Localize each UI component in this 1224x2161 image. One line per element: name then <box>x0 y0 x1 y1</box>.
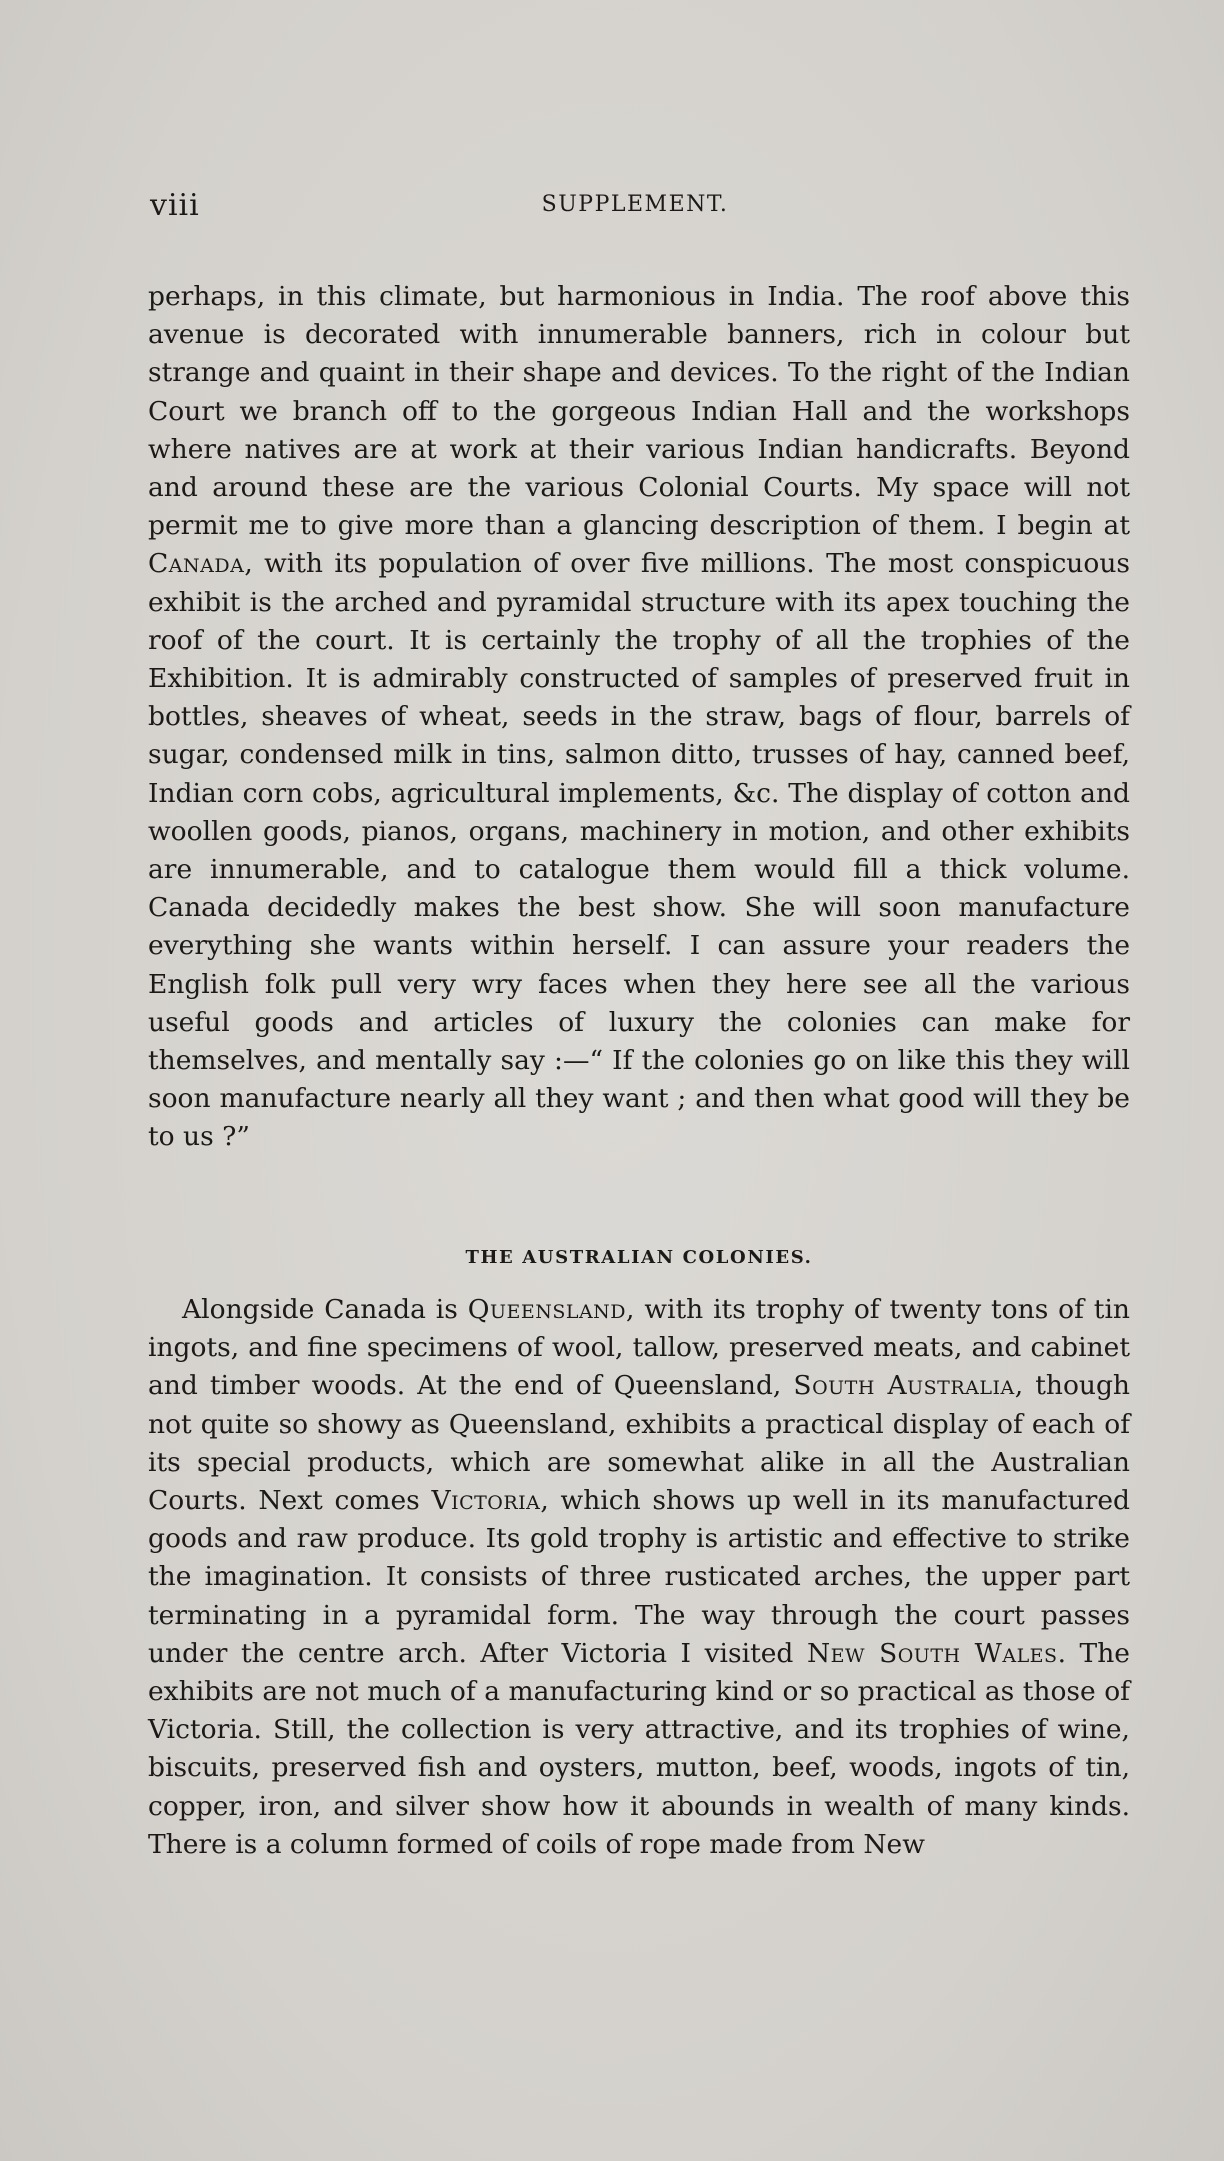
place-name: New South Wales <box>806 1637 1058 1669</box>
place-name: Canada <box>148 548 245 580</box>
text-run: , with its population of over five millions. The most conspicuous exhibit is the arched and pyramidal structure with its apex touching the roof of the court. It is certainly the trophy of all the trophies of the Exhibition. It is admirably constructed of samples of preserved fruit in bottles, sheaves of wheat, seeds in the straw, bags of flour, barrels of sugar, condensed milk in tins, salmon ditto, trusses of hay, canned beef, Indian corn cobs, agricultural implements, &c. The display of cotton and woollen goods, pianos, organs, machinery in motion, and other exhibits are innumerable, and to catalogue them would fill a thick volume. Canada decidedly makes the best show. She will soon manufacture everything she wants within herself. I can assure your readers the English folk pull very wry faces when they here see all the various useful goods and articles of luxury the colonies can make for themselves, and mentally say :—“ If the colonies go on like this they will soon manufacture nearly all they want ; and then what good will they be to us ?” <box>148 548 1130 1153</box>
place-name: South Australia <box>793 1370 1015 1402</box>
place-name: Victoria <box>431 1485 541 1517</box>
text-run: . The exhibits are not much of a manufacturing kind or so practical as those of Victoria. Still, the collection is very attractive, and its trophies of wine, biscuits, preserved fish and oysters, mutton, beef, woods, ingots of tin, copper, iron, and silver show how it abounds in wealth of many kinds. There is a column formed of coils of rope made from New <box>148 1637 1130 1860</box>
running-head: SUPPLEMENT. <box>541 192 729 217</box>
section-heading: THE AUSTRALIAN COLONIES. <box>465 1247 813 1268</box>
body-paragraph <box>148 1291 1130 1864</box>
place-name: Queensland <box>467 1294 627 1325</box>
text-run: , with its trophy of twenty tons of tin ingots, and fine specimens of wool, tallow, preserved meats, and cabinet and timber woods. At the end of Queensland, <box>148 1294 1130 1402</box>
text-run: Alongside Canada is <box>182 1294 468 1325</box>
text-run: , which shows up well in its manufactured goods and raw produce. Its gold trophy is artistic and effective to strike the imagination. It consists of three rusticated arches, the upper part terminating in a pyramidal form. The way through the court passes under the centre arch. After Victoria I visited <box>148 1485 1130 1669</box>
body-paragraph <box>148 278 1130 1157</box>
page-number: viii <box>150 188 200 223</box>
text-run: , though not quite so showy as Queensland, exhibits a practical display of each of its special products, which are somewhat alike in all the Australian Courts. Next comes <box>148 1370 1130 1517</box>
page-header <box>150 188 1120 228</box>
text-run: perhaps, in this climate, but harmonious in India. The roof above this avenue is decorated with innumerable banners, rich in colour but strange and quaint in their shape and devices. To the right of the Indian Court we branch off to the gorgeous Indian Hall and the workshops where natives are at work at their various Indian handicrafts. Beyond and around these are the various Colonial Courts. My space will not permit me to give more than a glancing description of them. I begin at <box>148 281 1130 542</box>
